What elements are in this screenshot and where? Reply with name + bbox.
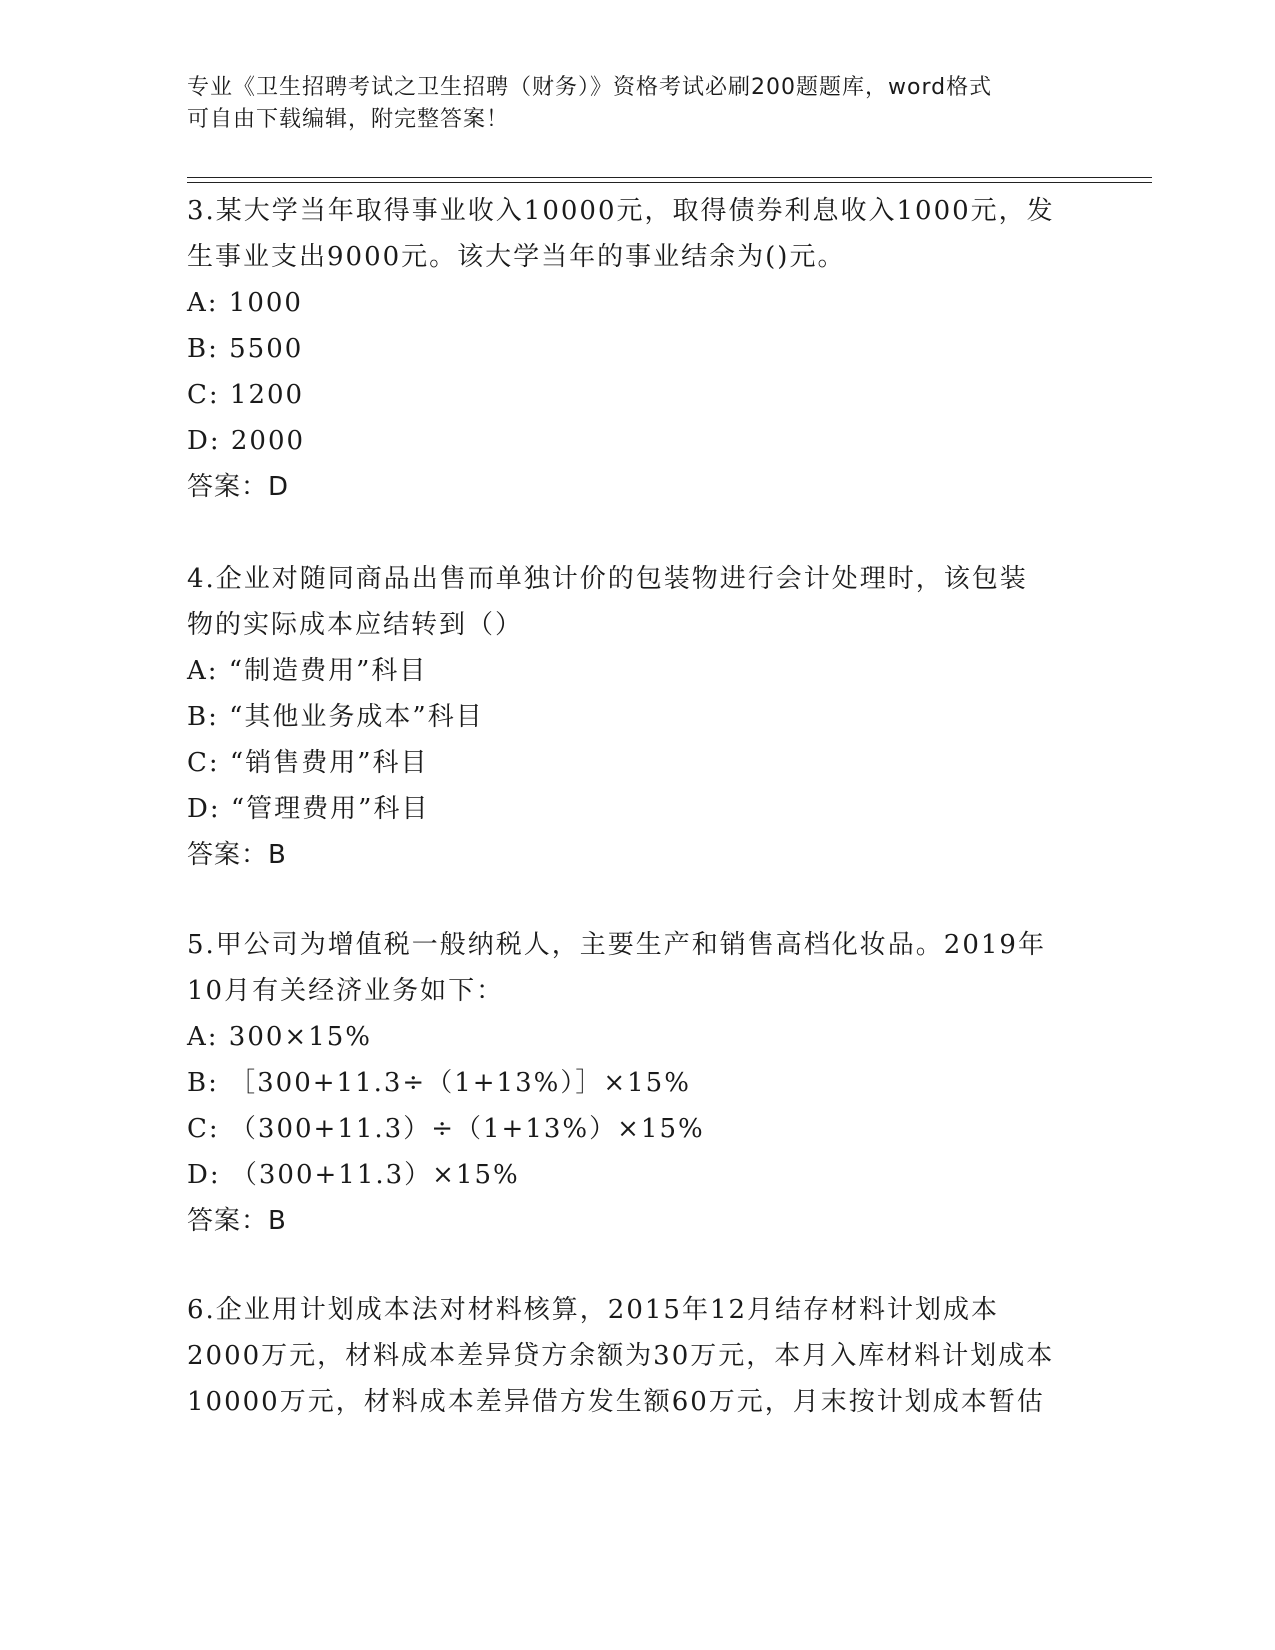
option-c: C: （300+11.3）÷（1+13%）×15% <box>187 1114 705 1144</box>
question-stem-line: 10月有关经济业务如下： <box>187 976 505 1006</box>
question-4 <box>187 556 1087 878</box>
question-3 <box>187 188 1087 510</box>
option-d: D: “管理费用”科目 <box>187 794 430 824</box>
answer: 答案：D <box>187 472 290 502</box>
option-c: C: 1200 <box>187 380 305 410</box>
answer: 答案：B <box>187 840 287 870</box>
option-d: D: 2000 <box>187 426 306 456</box>
option-a: A: 300×15% <box>187 1022 373 1052</box>
option-b: B: ［300+11.3÷（1+13%）］×15% <box>187 1068 691 1098</box>
header-divider-bottom <box>187 182 1152 183</box>
option-a: A: “制造费用”科目 <box>187 656 428 686</box>
question-6 <box>187 1287 1087 1425</box>
question-stem-line: 2000万元，材料成本差异贷方余额为30万元，本月入库材料计划成本 <box>187 1341 1055 1371</box>
option-a: A: 1000 <box>187 288 303 318</box>
question-stem-line: 10000万元，材料成本差异借方发生额60万元，月末按计划成本暂估 <box>187 1387 1045 1417</box>
header-divider-top <box>187 177 1152 178</box>
question-5 <box>187 922 1087 1244</box>
option-b: B: “其他业务成本”科目 <box>187 702 484 732</box>
document-header <box>187 72 1087 136</box>
header-line-1: 专业《卫生招聘考试之卫生招聘（财务）》资格考试必刷200题题库，word格式 <box>187 75 993 100</box>
option-d: D: （300+11.3）×15% <box>187 1160 520 1190</box>
option-c: C: “销售费用”科目 <box>187 748 429 778</box>
question-stem-line: 生事业支出9000元。该大学当年的事业结余为()元。 <box>187 242 846 272</box>
question-stem-line: 物的实际成本应结转到（） <box>187 610 524 640</box>
answer: 答案：B <box>187 1206 287 1236</box>
question-stem-line: 6.企业用计划成本法对材料核算，2015年12月结存材料计划成本 <box>187 1295 1000 1325</box>
option-b: B: 5500 <box>187 334 304 364</box>
question-stem-line: 4.企业对随同商品出售而单独计价的包装物进行会计处理时，该包装 <box>187 564 1028 594</box>
question-stem-line: 3.某大学当年取得事业收入10000元，取得债券利息收入1000元，发 <box>187 196 1055 226</box>
question-stem-line: 5.甲公司为增值税一般纳税人，主要生产和销售高档化妆品。2019年 <box>187 930 1046 960</box>
header-line-2: 可自由下载编辑，附完整答案！ <box>187 107 510 132</box>
